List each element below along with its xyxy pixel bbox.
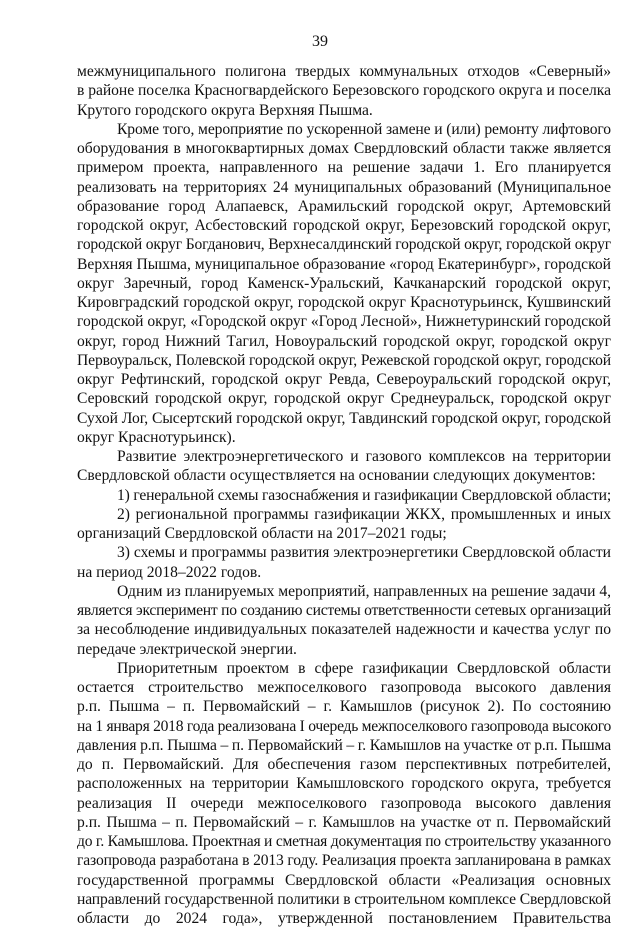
document-body bbox=[77, 62, 611, 928]
text-line: городской округ Богданович, Верхнесалдинский городской округ, городской округ bbox=[77, 236, 611, 254]
text-line: примером проекта, направленного на решение задачи 1. Его планируется bbox=[77, 159, 611, 177]
text-line: округ Краснотурьинск). bbox=[77, 428, 236, 446]
text-line: округ Заречный, город Каменск-Уральский, Качканарский городской округ, bbox=[77, 274, 611, 292]
text-line: до г. Камышлова. Проектная и сметная документация по строительству указанного bbox=[77, 833, 611, 850]
text-line: направлений государственной политики в строительном комплексе Свердловской bbox=[77, 890, 611, 908]
text-line: остается строительство межпоселкового газопровода высокого давления bbox=[77, 679, 611, 696]
page-number: 39 bbox=[312, 33, 328, 50]
paragraph bbox=[77, 659, 611, 928]
text-line: на период 2018–2022 годов. bbox=[77, 563, 262, 581]
text-line: образование город Алапаевск, Арамильский городской округ, Артемовский bbox=[77, 197, 611, 215]
paragraph bbox=[77, 582, 611, 659]
text-line: межмуниципального полигона твердых коммунальных отходов «Северный» bbox=[77, 63, 611, 80]
text-line: городской округ, «Городской округ «Город Лесной», Нижнетуринский городской bbox=[77, 313, 611, 331]
paragraph bbox=[77, 120, 611, 447]
text-line: Первоуральск, Полевской городской округ, Режевской городской округ, городской bbox=[77, 351, 611, 369]
text-line: Верхняя Пышма, муниципальное образование «город Екатеринбург», городской bbox=[77, 255, 611, 273]
text-line: реализация II очереди межпоселкового газопровода высокого давления bbox=[77, 794, 611, 812]
text-line: на 1 января 2018 года реализована I очередь межпоселкового газопровода высокого bbox=[77, 717, 611, 735]
text-line: является эксперимент по созданию системы ответственности сетевых организаций bbox=[77, 602, 611, 619]
text-line: Крутого городского округа Верхняя Пышма. bbox=[77, 101, 373, 119]
paragraph bbox=[77, 62, 611, 120]
text-line: 2) региональной программы газификации ЖКХ, промышленных и иных bbox=[117, 505, 611, 523]
text-line: газопровода разработана в 2013 году. Реализация проекта запланирована в рамках bbox=[77, 852, 611, 870]
text-line: Свердловской области осуществляется на основании следующих документов: bbox=[77, 467, 596, 485]
text-line: до п. Первомайский. Для обеспечения газом перспективных потребителей, bbox=[77, 756, 611, 773]
text-line: давления р.п. Пышма – п. Первомайский – г. Камышлов на участке от р.п. Пышма bbox=[77, 736, 611, 754]
text-line: в районе поселка Красногвардейского Березовского городского округа и поселка bbox=[77, 82, 611, 100]
text-line: оборудования в многоквартирных домах Свердловский области также является bbox=[77, 140, 611, 157]
text-line: Одним из планируемых мероприятий, направленных на решение задачи 4, bbox=[117, 582, 611, 600]
text-line: Приоритетным проектом в сфере газификации Свердловской области bbox=[117, 659, 611, 677]
text-line: Кроме того, мероприятие по ускоренной замене и (или) ремонту лифтового bbox=[117, 120, 611, 138]
paragraph bbox=[77, 486, 611, 505]
text-line: округ Рефтинский, городской округ Ревда, Североуральский городской округ, bbox=[77, 371, 611, 388]
text-line: 3) схемы и программы развития электроэнергетики Свердловской области bbox=[117, 544, 611, 562]
text-line: расположенных на территории Камышловского городского округа, требуется bbox=[77, 775, 611, 793]
text-line: Сухой Лог, Сысертский городской округ, Тавдинский городской округ, городской bbox=[77, 409, 611, 427]
text-line: округ, город Нижний Тагил, Новоуральский городской округ, городской округ bbox=[77, 332, 611, 350]
text-line: государственной программы Свердловской области «Реализация основных bbox=[77, 871, 611, 889]
paragraph bbox=[77, 447, 611, 486]
text-line: Кировградский городской округ, городской округ Краснотурьинск, Кушвинский bbox=[77, 294, 611, 311]
text-line: передаче электрической энергии. bbox=[77, 640, 297, 658]
paragraph bbox=[77, 505, 611, 544]
text-line: за несоблюдение индивидуальных показателей надежности и качества услуг по bbox=[77, 621, 611, 639]
text-line: городской округ, Асбестовский городской округ, Березовский городской округ, bbox=[77, 217, 611, 234]
text-line: р.п. Пышма – п. Первомайский – г. Камышлов на участке от п. Первомайский bbox=[77, 813, 611, 831]
text-line: реализовать на территориях 24 муниципальных образований (Муниципальное bbox=[77, 178, 611, 196]
text-line: Серовский городской округ, городской округ Среднеуральск, городской округ bbox=[77, 390, 611, 408]
text-line: 1) генеральной схемы газоснабжения и газификации Свердловской области; bbox=[117, 486, 611, 504]
paragraph bbox=[77, 543, 611, 582]
text-line: р.п. Пышма – п. Первомайский – г. Камышлов (рисунок 2). По состоянию bbox=[77, 698, 611, 716]
text-line: Развитие электроэнергетического и газового комплексов на территории bbox=[117, 448, 611, 465]
text-line: области до 2024 года», утвержденной постановлением Правительства bbox=[77, 910, 611, 927]
text-line: организаций Свердловской области на 2017–2021 годы; bbox=[77, 525, 447, 542]
